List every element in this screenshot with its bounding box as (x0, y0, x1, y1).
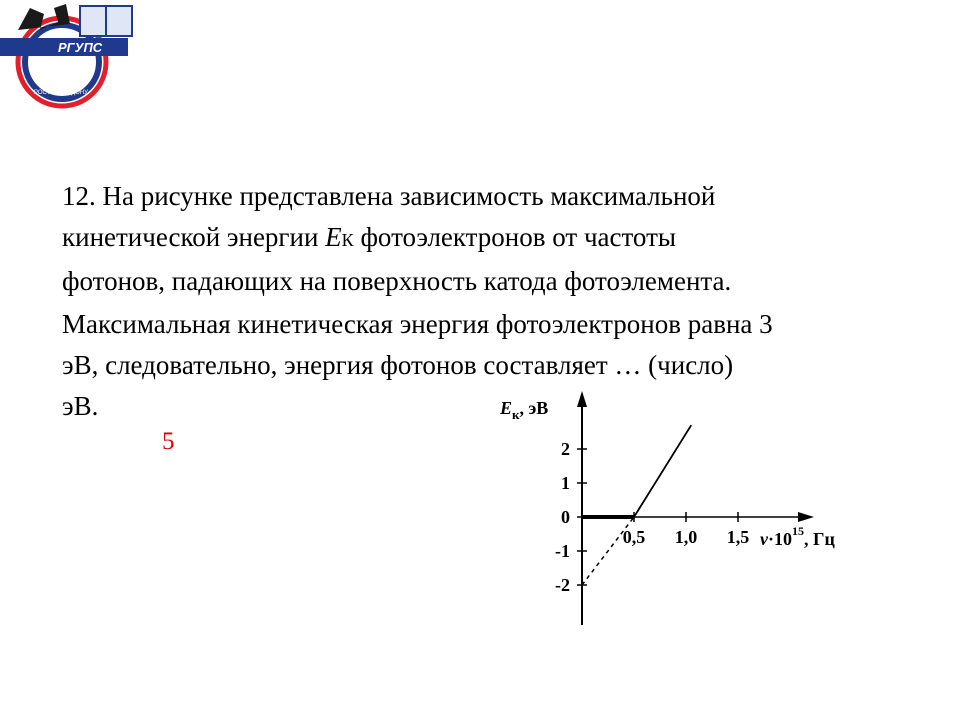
y-tick-label: 0 (561, 507, 570, 527)
y-tick-label: -1 (555, 541, 570, 561)
x-axis-arrow (798, 512, 814, 522)
x-tick-label: 0,5 (622, 527, 646, 547)
x-axis-label: $\nu\cdot 10^{15}$, Гц (760, 524, 835, 549)
problem-line: 12. На рисунке представлена зависимость максимальной (62, 181, 716, 211)
problem-line: эВ. (62, 391, 99, 421)
logo-ring-text: РОСТОВ-НА-ДОНУ (34, 90, 88, 96)
chart-marks (582, 425, 691, 585)
energy-subscript: К (341, 230, 354, 250)
logo-text: РГУПС (58, 40, 103, 55)
y-tick-label: 1 (561, 473, 570, 493)
problem-line: Максимальная кинетическая энергия фотоэлектронов равна 3 (62, 309, 773, 339)
y-tick-label: 2 (561, 439, 570, 459)
axes (577, 391, 814, 625)
energy-symbol: E (325, 222, 342, 252)
energy-line (634, 425, 691, 517)
y-axis-arrow (577, 391, 587, 407)
y-tick-label: -2 (555, 575, 570, 595)
problem-line: фотонов, падающих на поверхность катода фотоэлемента. (62, 266, 732, 296)
university-logo (0, 0, 140, 112)
problem-line: эВ, следовательно, энергия фотонов составляет … (число) (62, 350, 734, 380)
energy-frequency-graph (500, 385, 880, 630)
problem-line: кинетической энергии EК фотоэлектронов от частоты (62, 222, 677, 252)
x-tick-label: 1,5 (726, 527, 750, 547)
x-tick-label: 1,0 (674, 527, 698, 547)
answer-value: 5 (162, 428, 175, 455)
y-axis-label: $E_к$, эВ (500, 398, 549, 422)
